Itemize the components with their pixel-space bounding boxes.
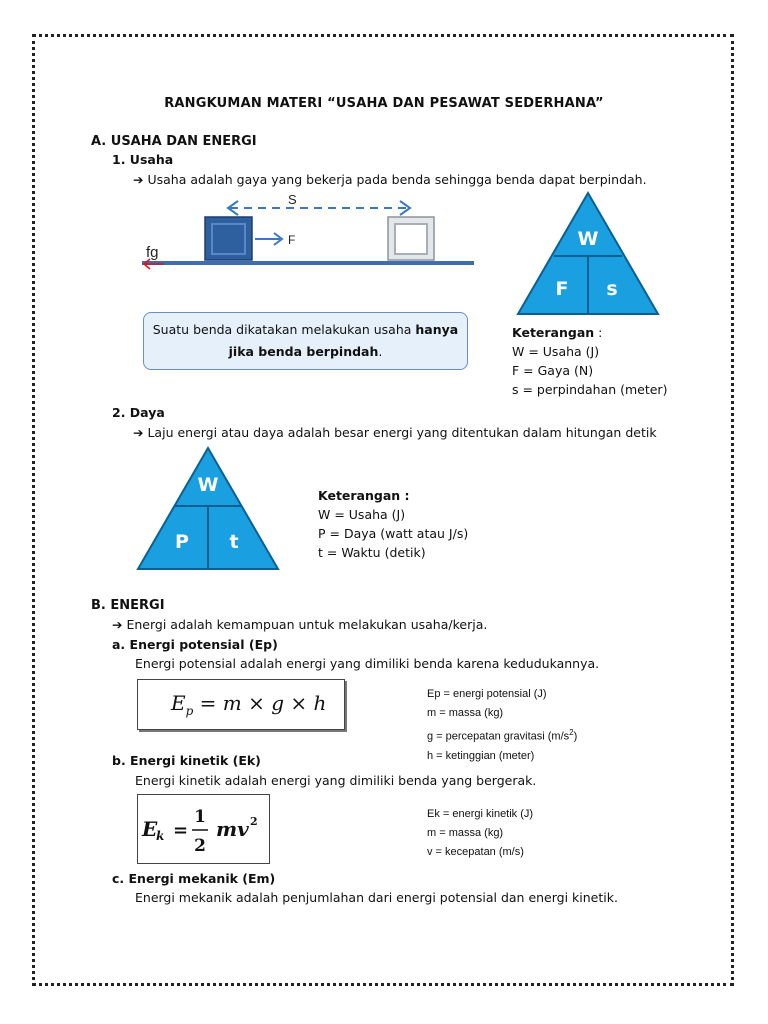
em-heading: c. Energi mekanik (Em)	[112, 871, 276, 886]
track	[142, 261, 474, 265]
daya-legend	[318, 486, 468, 562]
svg-text:2: 2	[194, 836, 206, 856]
callout-end: .	[378, 344, 383, 359]
usaha-callout	[143, 312, 468, 370]
legend-line: W = Usaha (J)	[318, 507, 406, 522]
daya-heading: 2. Daya	[112, 405, 165, 420]
legend-title: Keterangan	[512, 325, 595, 340]
ep-definition: Energi potensial adalah energi yang dimiliki benda karena kedudukannya.	[135, 656, 600, 671]
legend-line: v = kecepatan (m/s)	[427, 846, 524, 858]
triangle-t-label: t	[229, 531, 239, 553]
f-label: F	[288, 233, 296, 247]
usaha-triangle	[516, 191, 660, 316]
section-b-heading: B. ENERGI	[91, 598, 165, 613]
arrow-right-icon: ➔	[112, 617, 123, 632]
ek-legend	[427, 805, 533, 862]
displacement-arrow	[228, 201, 410, 215]
svg-text:1: 1	[194, 807, 206, 827]
svg-text:mv: mv	[216, 817, 249, 841]
triangle-f-label: F	[555, 278, 569, 300]
svg-text:=: =	[173, 820, 189, 841]
daya-triangle	[136, 446, 280, 571]
svg-text:E: E	[142, 817, 158, 841]
ep-legend	[427, 685, 577, 766]
legend-line-close: )	[573, 730, 578, 743]
s-label: S	[288, 192, 297, 207]
superscript: 2	[569, 728, 574, 737]
legend-line: s = perpindahan (meter)	[512, 382, 668, 397]
usaha-diagram	[130, 188, 480, 278]
svg-text:2: 2	[250, 815, 258, 828]
triangle-s-label: s	[606, 278, 618, 300]
ep-formula: $E_p = m \times g \times h$	[171, 691, 327, 718]
legend-line: W = Usaha (J)	[512, 344, 600, 359]
ek-definition: Energi kinetik adalah energi yang dimiliki benda yang bergerak.	[135, 773, 537, 788]
energi-definition: Energi adalah kemampuan untuk melakukan usaha/kerja.	[126, 617, 488, 632]
legend-line: F = Gaya (N)	[512, 363, 594, 378]
ek-formula	[138, 795, 269, 863]
legend-line: P = Daya (watt atau J/s)	[318, 526, 469, 541]
usaha-definition: Usaha adalah gaya yang bekerja pada benda sehingga benda dapat berpindah.	[147, 172, 647, 187]
triangle-w-label: W	[577, 228, 599, 250]
triangle-p-label: P	[175, 531, 189, 553]
fg-label: fg	[146, 244, 159, 261]
legend-line: t = Waktu (detik)	[318, 545, 426, 560]
arrow-right-icon: ➔	[133, 425, 144, 440]
em-definition: Energi mekanik adalah penjumlahan dari energi potensial dan energi kinetik.	[135, 890, 618, 905]
ep-formula-box	[137, 679, 345, 730]
document-title: RANGKUMAN MATERI “USAHA DAN PESAWAT SEDERHANA”	[164, 96, 604, 111]
legend-line: g = percepatan gravitasi (m/s	[427, 730, 570, 743]
legend-line: Ek = energi kinetik (J)	[427, 808, 534, 820]
legend-line: h = ketinggian (meter)	[427, 749, 535, 762]
legend-line: Ep = energi potensial (J)	[427, 688, 547, 700]
legend-line: m = massa (kg)	[427, 707, 504, 719]
arrow-right-icon: ➔	[133, 172, 144, 187]
callout-text: Suatu benda dikatakan melakukan usaha	[152, 322, 416, 337]
daya-definition: Laju energi atau daya adalah besar energi yang ditentukan dalam hitungan detik	[147, 425, 657, 440]
usaha-heading: 1. Usaha	[112, 152, 174, 167]
svg-text:k: k	[156, 829, 165, 843]
usaha-definition-line	[133, 172, 647, 187]
section-a-heading: A. USAHA DAN ENERGI	[91, 134, 257, 149]
box-final	[388, 217, 434, 260]
legend-line: m = massa (kg)	[427, 827, 504, 839]
legend-title: Keterangan :	[318, 488, 410, 503]
energi-definition-line	[112, 617, 487, 632]
usaha-legend	[512, 323, 667, 399]
callout-bold-text: hanya jika benda berpindah	[228, 322, 459, 359]
box-initial	[205, 217, 252, 260]
ek-formula-box	[137, 794, 270, 864]
force-arrow	[255, 233, 282, 245]
ep-heading: a. Energi potensial (Ep)	[112, 637, 278, 652]
triangle-w-label: W	[197, 474, 219, 496]
legend-colon: :	[594, 325, 603, 340]
daya-definition-line	[133, 425, 657, 440]
ek-heading: b. Energi kinetik (Ek)	[112, 753, 261, 768]
